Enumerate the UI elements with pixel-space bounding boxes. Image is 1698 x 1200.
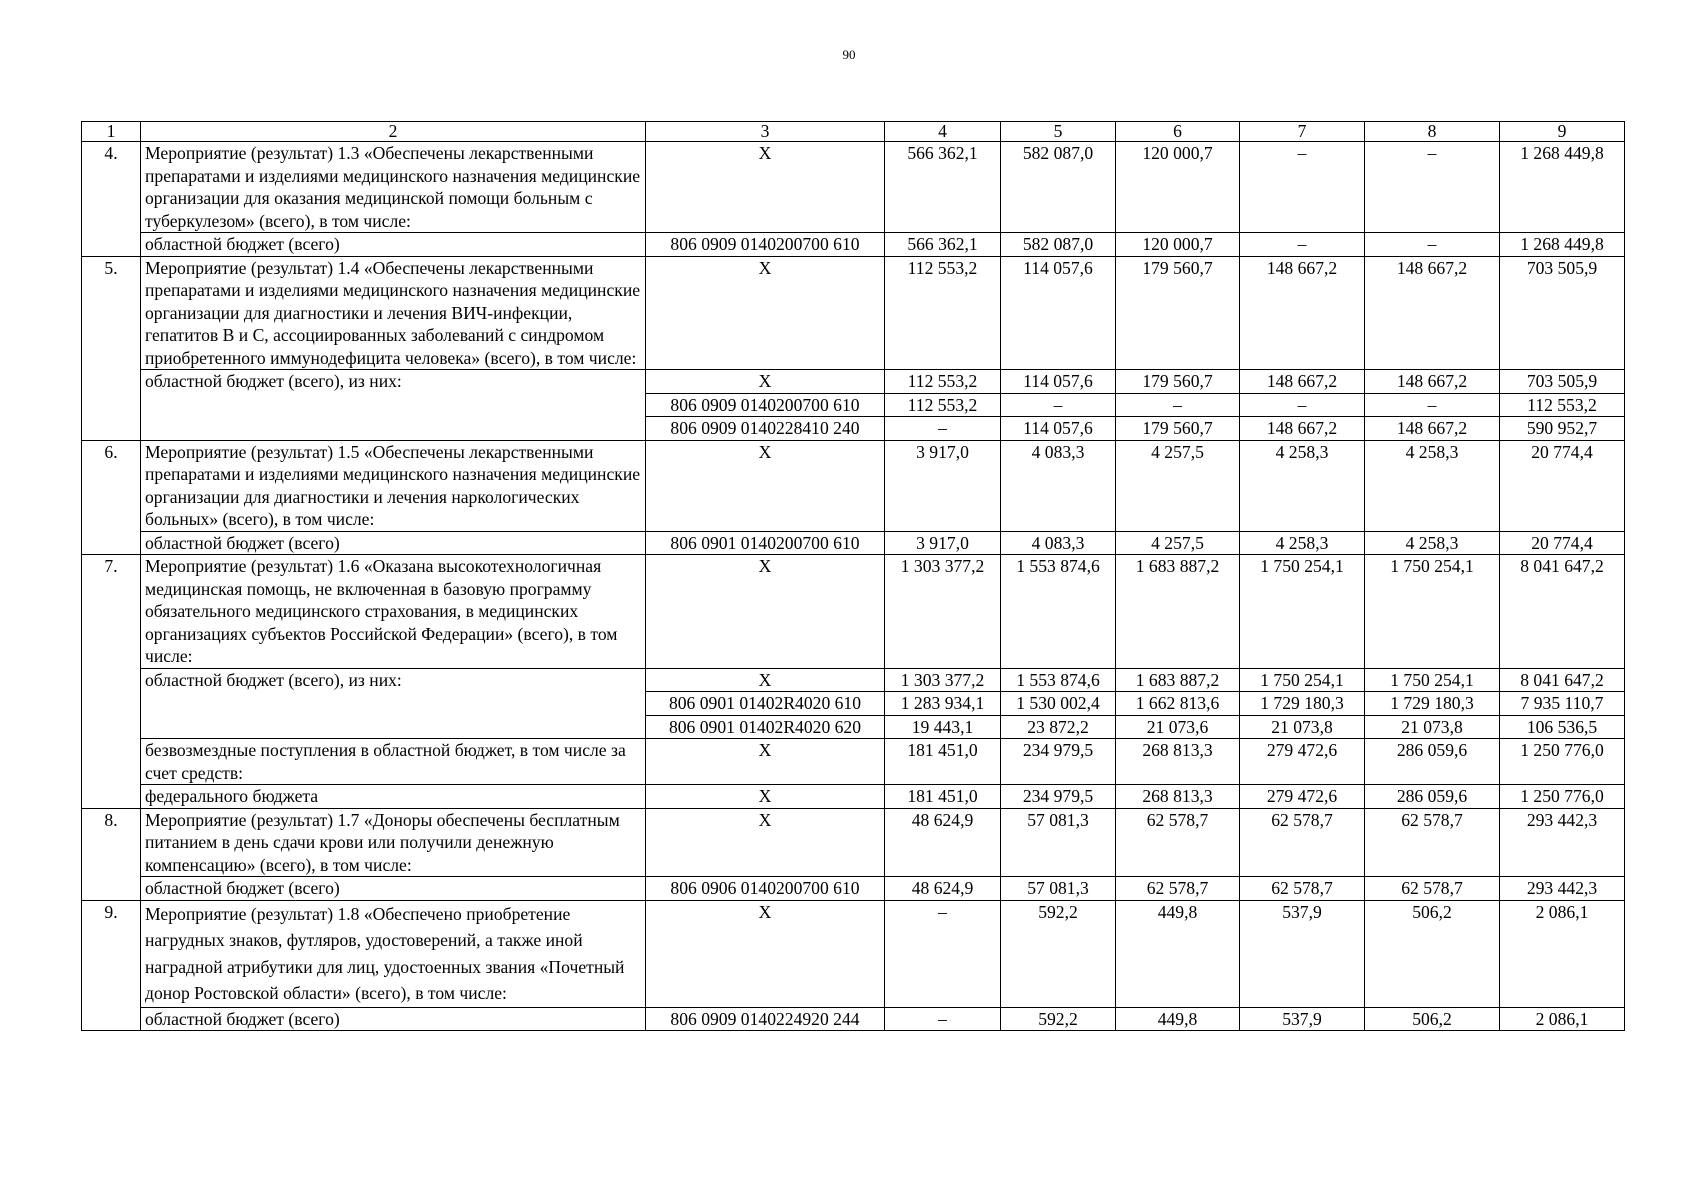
amount-cell: 703 505,9	[1500, 370, 1625, 394]
header-cell: 1	[82, 122, 141, 142]
activity-name: Мероприятие (результат) 1.3 «Обеспечены лекарственными препаратами и изделиями медицинского назначения медицинские организации для оказания медицинской помощи больным с туберкулезом» (всего), в том числе:	[141, 142, 646, 233]
amount-cell: 114 057,6	[1001, 370, 1116, 394]
table-row	[82, 555, 1625, 669]
budget-code: Х	[646, 555, 885, 669]
funding-source: областной бюджет (всего), из них:	[141, 370, 646, 441]
amount-cell: –	[1365, 393, 1500, 417]
table-row	[82, 233, 1625, 257]
amount-cell: –	[885, 417, 1001, 441]
amount-cell: 4 083,3	[1001, 531, 1116, 555]
amount-cell: 1 268 449,8	[1500, 233, 1625, 257]
amount-cell: 2 086,1	[1500, 1007, 1625, 1031]
budget-code: Х	[646, 785, 885, 809]
header-cell: 5	[1001, 122, 1116, 142]
amount-cell: 148 667,2	[1240, 370, 1365, 394]
budget-code: 806 0901 0140200700 610	[646, 531, 885, 555]
header-cell: 6	[1116, 122, 1240, 142]
header-cell: 2	[141, 122, 646, 142]
amount-cell: –	[1001, 393, 1116, 417]
amount-cell: 120 000,7	[1116, 142, 1240, 233]
funding-source: областной бюджет (всего)	[141, 877, 646, 901]
budget-table	[81, 121, 1625, 1031]
amount-cell: 21 073,8	[1240, 715, 1365, 739]
amount-cell: 592,2	[1001, 1007, 1116, 1031]
amount-cell: 1 750 254,1	[1240, 668, 1365, 692]
activity-name: Мероприятие (результат) 1.7 «Доноры обеспечены бесплатным питанием в день сдачи крови или получили денежную компенсацию» (всего), в том числе:	[141, 808, 646, 877]
table-row	[82, 531, 1625, 555]
budget-code: 806 0909 0140200700 610	[646, 393, 885, 417]
amount-cell: 1 750 254,1	[1240, 555, 1365, 669]
amount-cell: –	[1365, 142, 1500, 233]
budget-code: Х	[646, 808, 885, 877]
amount-cell: 62 578,7	[1365, 808, 1500, 877]
amount-cell: 148 667,2	[1365, 256, 1500, 370]
amount-cell: 112 553,2	[885, 256, 1001, 370]
budget-code: Х	[646, 256, 885, 370]
amount-cell: 19 443,1	[885, 715, 1001, 739]
budget-code: 806 0909 0140224920 244	[646, 1007, 885, 1031]
budget-code: Х	[646, 739, 885, 785]
budget-code: 806 0901 01402R4020 620	[646, 715, 885, 739]
amount-cell: 293 442,3	[1500, 877, 1625, 901]
amount-cell: 537,9	[1240, 1007, 1365, 1031]
table-row	[82, 808, 1625, 877]
row-number: 4.	[82, 142, 141, 257]
amount-cell: 112 553,2	[885, 370, 1001, 394]
budget-code: Х	[646, 370, 885, 394]
amount-cell: 112 553,2	[885, 393, 1001, 417]
amount-cell: 181 451,0	[885, 739, 1001, 785]
table-row	[82, 668, 1625, 692]
amount-cell: 57 081,3	[1001, 877, 1116, 901]
budget-code: 806 0906 0140200700 610	[646, 877, 885, 901]
row-number: 7.	[82, 555, 141, 809]
amount-cell: 1 250 776,0	[1500, 739, 1625, 785]
header-cell: 3	[646, 122, 885, 142]
amount-cell: –	[885, 1007, 1001, 1031]
amount-cell: 120 000,7	[1116, 233, 1240, 257]
amount-cell: 537,9	[1240, 900, 1365, 1007]
amount-cell: 181 451,0	[885, 785, 1001, 809]
amount-cell: 3 917,0	[885, 440, 1001, 531]
amount-cell: 179 560,7	[1116, 417, 1240, 441]
table-row	[82, 1007, 1625, 1031]
budget-code: 806 0901 01402R4020 610	[646, 692, 885, 716]
amount-cell: 62 578,7	[1240, 877, 1365, 901]
amount-cell: 148 667,2	[1365, 370, 1500, 394]
amount-cell: 4 258,3	[1365, 440, 1500, 531]
header-row	[82, 122, 1625, 142]
amount-cell: 286 059,6	[1365, 785, 1500, 809]
amount-cell: 1 683 887,2	[1116, 555, 1240, 669]
amount-cell: 148 667,2	[1240, 417, 1365, 441]
amount-cell: 590 952,7	[1500, 417, 1625, 441]
header-cell: 9	[1500, 122, 1625, 142]
amount-cell: 1 750 254,1	[1365, 555, 1500, 669]
table-row	[82, 877, 1625, 901]
amount-cell: 1 250 776,0	[1500, 785, 1625, 809]
budget-code: Х	[646, 668, 885, 692]
amount-cell: –	[885, 900, 1001, 1007]
budget-code: Х	[646, 440, 885, 531]
row-number: 5.	[82, 256, 141, 440]
amount-cell: 1 683 887,2	[1116, 668, 1240, 692]
amount-cell: 506,2	[1365, 1007, 1500, 1031]
amount-cell: 449,8	[1116, 900, 1240, 1007]
amount-cell: 20 774,4	[1500, 440, 1625, 531]
amount-cell: 506,2	[1365, 900, 1500, 1007]
amount-cell: 62 578,7	[1365, 877, 1500, 901]
amount-cell: 62 578,7	[1116, 877, 1240, 901]
funding-source: областной бюджет (всего)	[141, 531, 646, 555]
row-number: 6.	[82, 440, 141, 555]
amount-cell: 1 303 377,2	[885, 555, 1001, 669]
table-row	[82, 739, 1625, 785]
amount-cell: 1 268 449,8	[1500, 142, 1625, 233]
amount-cell: 4 257,5	[1116, 440, 1240, 531]
amount-cell: –	[1116, 393, 1240, 417]
budget-code: Х	[646, 900, 885, 1007]
table-row	[82, 440, 1625, 531]
amount-cell: 279 472,6	[1240, 785, 1365, 809]
amount-cell: 4 258,3	[1240, 531, 1365, 555]
amount-cell: 1 553 874,6	[1001, 668, 1116, 692]
activity-name: Мероприятие (результат) 1.5 «Обеспечены лекарственными препаратами и изделиями медицинского назначения медицинские организации для диагностики и лечения наркологических больных» (всего), в том числе:	[141, 440, 646, 531]
amount-cell: 48 624,9	[885, 808, 1001, 877]
amount-cell: 566 362,1	[885, 233, 1001, 257]
table-row	[82, 900, 1625, 1007]
amount-cell: 582 087,0	[1001, 142, 1116, 233]
amount-cell: 20 774,4	[1500, 531, 1625, 555]
amount-cell: 1 553 874,6	[1001, 555, 1116, 669]
amount-cell: –	[1240, 142, 1365, 233]
amount-cell: 2 086,1	[1500, 900, 1625, 1007]
amount-cell: 592,2	[1001, 900, 1116, 1007]
amount-cell: 48 624,9	[885, 877, 1001, 901]
amount-cell: 114 057,6	[1001, 256, 1116, 370]
amount-cell: 268 813,3	[1116, 785, 1240, 809]
row-number: 8.	[82, 808, 141, 900]
amount-cell: 4 257,5	[1116, 531, 1240, 555]
amount-cell: 21 073,6	[1116, 715, 1240, 739]
table-row	[82, 785, 1625, 809]
amount-cell: 1 662 813,6	[1116, 692, 1240, 716]
page-number: 90	[842, 47, 856, 62]
funding-source: федерального бюджета	[141, 785, 646, 809]
amount-cell: 114 057,6	[1001, 417, 1116, 441]
activity-name: Мероприятие (результат) 1.4 «Обеспечены лекарственными препаратами и изделиями медицинского назначения медицинские организации для диагностики и лечения ВИЧ-инфекции, гепатитов В и С, ассоциированных заболеваний с синдромом приобретенного иммунодефицита человека» (всего), в том числе:	[141, 256, 646, 370]
amount-cell: 279 472,6	[1240, 739, 1365, 785]
amount-cell: 179 560,7	[1116, 370, 1240, 394]
funding-source: областной бюджет (всего), из них:	[141, 668, 646, 739]
amount-cell: 23 872,2	[1001, 715, 1116, 739]
funding-source: областной бюджет (всего)	[141, 233, 646, 257]
activity-name: Мероприятие (результат) 1.8 «Обеспечено приобретение нагрудных знаков, футляров, удостоверений, а также иной наградной атрибутики для лиц, удостоенных звания «Почетный донор Ростовской области» (всего), в том числе:	[141, 900, 646, 1007]
funding-source: безвозмездные поступления в областной бюджет, в том числе за счет средств:	[141, 739, 646, 785]
amount-cell: 8 041 647,2	[1500, 555, 1625, 669]
amount-cell: 4 083,3	[1001, 440, 1116, 531]
amount-cell: 21 073,8	[1365, 715, 1500, 739]
budget-code: 806 0909 0140200700 610	[646, 233, 885, 257]
activity-name: Мероприятие (результат) 1.6 «Оказана высокотехнологичная медицинская помощь, не включенная в базовую программу обязательного медицинского страхования, в медицинских организациях субъектов Российской Федерации» (всего), в том числе:	[141, 555, 646, 669]
budget-code: 806 0909 0140228410 240	[646, 417, 885, 441]
amount-cell: 234 979,5	[1001, 739, 1116, 785]
amount-cell: 62 578,7	[1116, 808, 1240, 877]
amount-cell: 179 560,7	[1116, 256, 1240, 370]
amount-cell: 106 536,5	[1500, 715, 1625, 739]
amount-cell: 1 729 180,3	[1365, 692, 1500, 716]
amount-cell: 703 505,9	[1500, 256, 1625, 370]
amount-cell: 293 442,3	[1500, 808, 1625, 877]
amount-cell: 582 087,0	[1001, 233, 1116, 257]
amount-cell: 449,8	[1116, 1007, 1240, 1031]
amount-cell: 7 935 110,7	[1500, 692, 1625, 716]
table-row	[82, 256, 1625, 370]
amount-cell: 148 667,2	[1365, 417, 1500, 441]
amount-cell: 112 553,2	[1500, 393, 1625, 417]
amount-cell: 286 059,6	[1365, 739, 1500, 785]
row-number: 9.	[82, 900, 141, 1031]
header-cell: 8	[1365, 122, 1500, 142]
amount-cell: 4 258,3	[1240, 440, 1365, 531]
amount-cell: 234 979,5	[1001, 785, 1116, 809]
amount-cell: –	[1240, 233, 1365, 257]
amount-cell: 1 750 254,1	[1365, 668, 1500, 692]
amount-cell: 1 303 377,2	[885, 668, 1001, 692]
amount-cell: 62 578,7	[1240, 808, 1365, 877]
amount-cell: –	[1240, 393, 1365, 417]
amount-cell: 566 362,1	[885, 142, 1001, 233]
header-cell: 4	[885, 122, 1001, 142]
funding-source: областной бюджет (всего)	[141, 1007, 646, 1031]
amount-cell: –	[1365, 233, 1500, 257]
amount-cell: 57 081,3	[1001, 808, 1116, 877]
table-row	[82, 370, 1625, 394]
amount-cell: 4 258,3	[1365, 531, 1500, 555]
amount-cell: 8 041 647,2	[1500, 668, 1625, 692]
amount-cell: 1 729 180,3	[1240, 692, 1365, 716]
amount-cell: 1 530 002,4	[1001, 692, 1116, 716]
amount-cell: 148 667,2	[1240, 256, 1365, 370]
header-cell: 7	[1240, 122, 1365, 142]
amount-cell: 1 283 934,1	[885, 692, 1001, 716]
amount-cell: 268 813,3	[1116, 739, 1240, 785]
table-row	[82, 142, 1625, 233]
budget-code: Х	[646, 142, 885, 233]
amount-cell: 3 917,0	[885, 531, 1001, 555]
